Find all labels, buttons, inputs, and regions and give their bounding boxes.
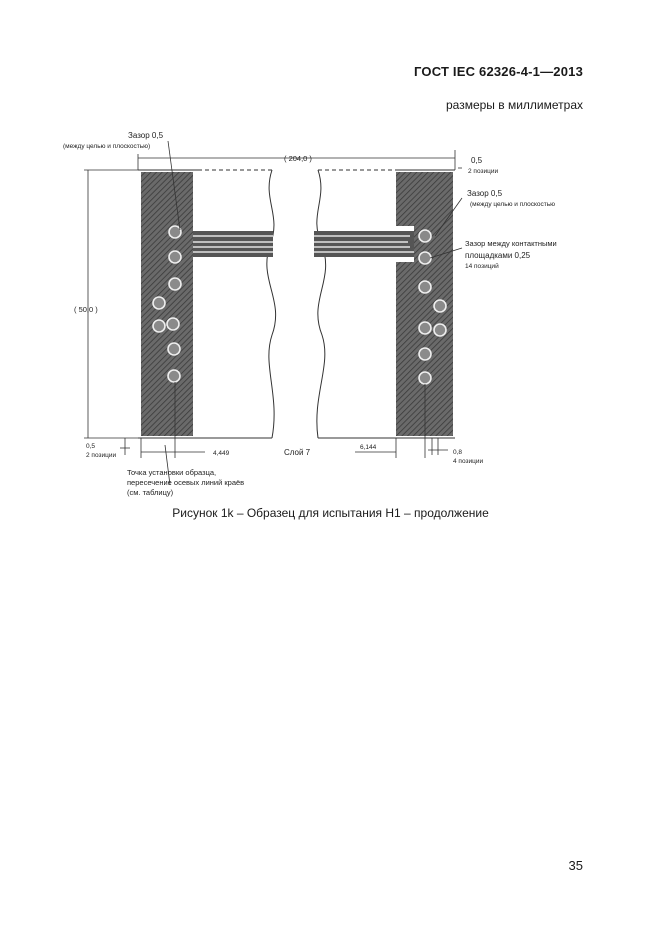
- layer-label: Слой 7: [284, 448, 311, 457]
- dimension-left-bottom: 4,449: [213, 450, 230, 457]
- gap-left-title: Зазор 0,5: [128, 131, 164, 140]
- right-bottom-sub: 4 позиции: [453, 458, 484, 465]
- gap-left-sub: (между целью и плоскостью): [63, 143, 151, 150]
- right-top-value: 0,5: [471, 156, 483, 165]
- placement-point-line3: (см. таблицу): [127, 488, 174, 497]
- placement-point-line1: Точка установки образца,: [127, 468, 217, 477]
- height-dimension: ( 50,0 ): [74, 305, 98, 314]
- pad-gap-line1: Зазор между контактными: [465, 239, 557, 248]
- width-dimension: ( 204,0 ): [284, 154, 312, 163]
- units-note: размеры в миллиметрах: [445, 98, 583, 112]
- gap-right-sub: (между целью и плоскостью: [470, 201, 555, 208]
- traces-right: [314, 226, 414, 262]
- right-bottom-value: 0,8: [453, 449, 463, 456]
- figure-caption: Рисунок 1k – Образец для испытания H1 – продолжение: [172, 506, 489, 520]
- pad-gap-line3: 14 позиций: [465, 263, 499, 270]
- left-bottom-value: 0,5: [86, 443, 96, 450]
- dimension-right-bottom: 6,144: [360, 444, 377, 451]
- left-copper-plane: [141, 172, 193, 436]
- left-bottom-sub: 2 позиции: [86, 452, 117, 459]
- page-number: 35: [568, 858, 583, 873]
- placement-point-line2: пересечение осевых линий краёв: [127, 478, 245, 487]
- pad-gap-line2: площадками 0,25: [465, 251, 531, 260]
- right-top-sub: 2 позиции: [468, 168, 499, 175]
- document-header: ГОСТ IEC 62326-4-1—2013: [414, 64, 583, 79]
- gap-right-title: Зазор 0,5: [467, 189, 503, 198]
- traces-left: [193, 231, 273, 257]
